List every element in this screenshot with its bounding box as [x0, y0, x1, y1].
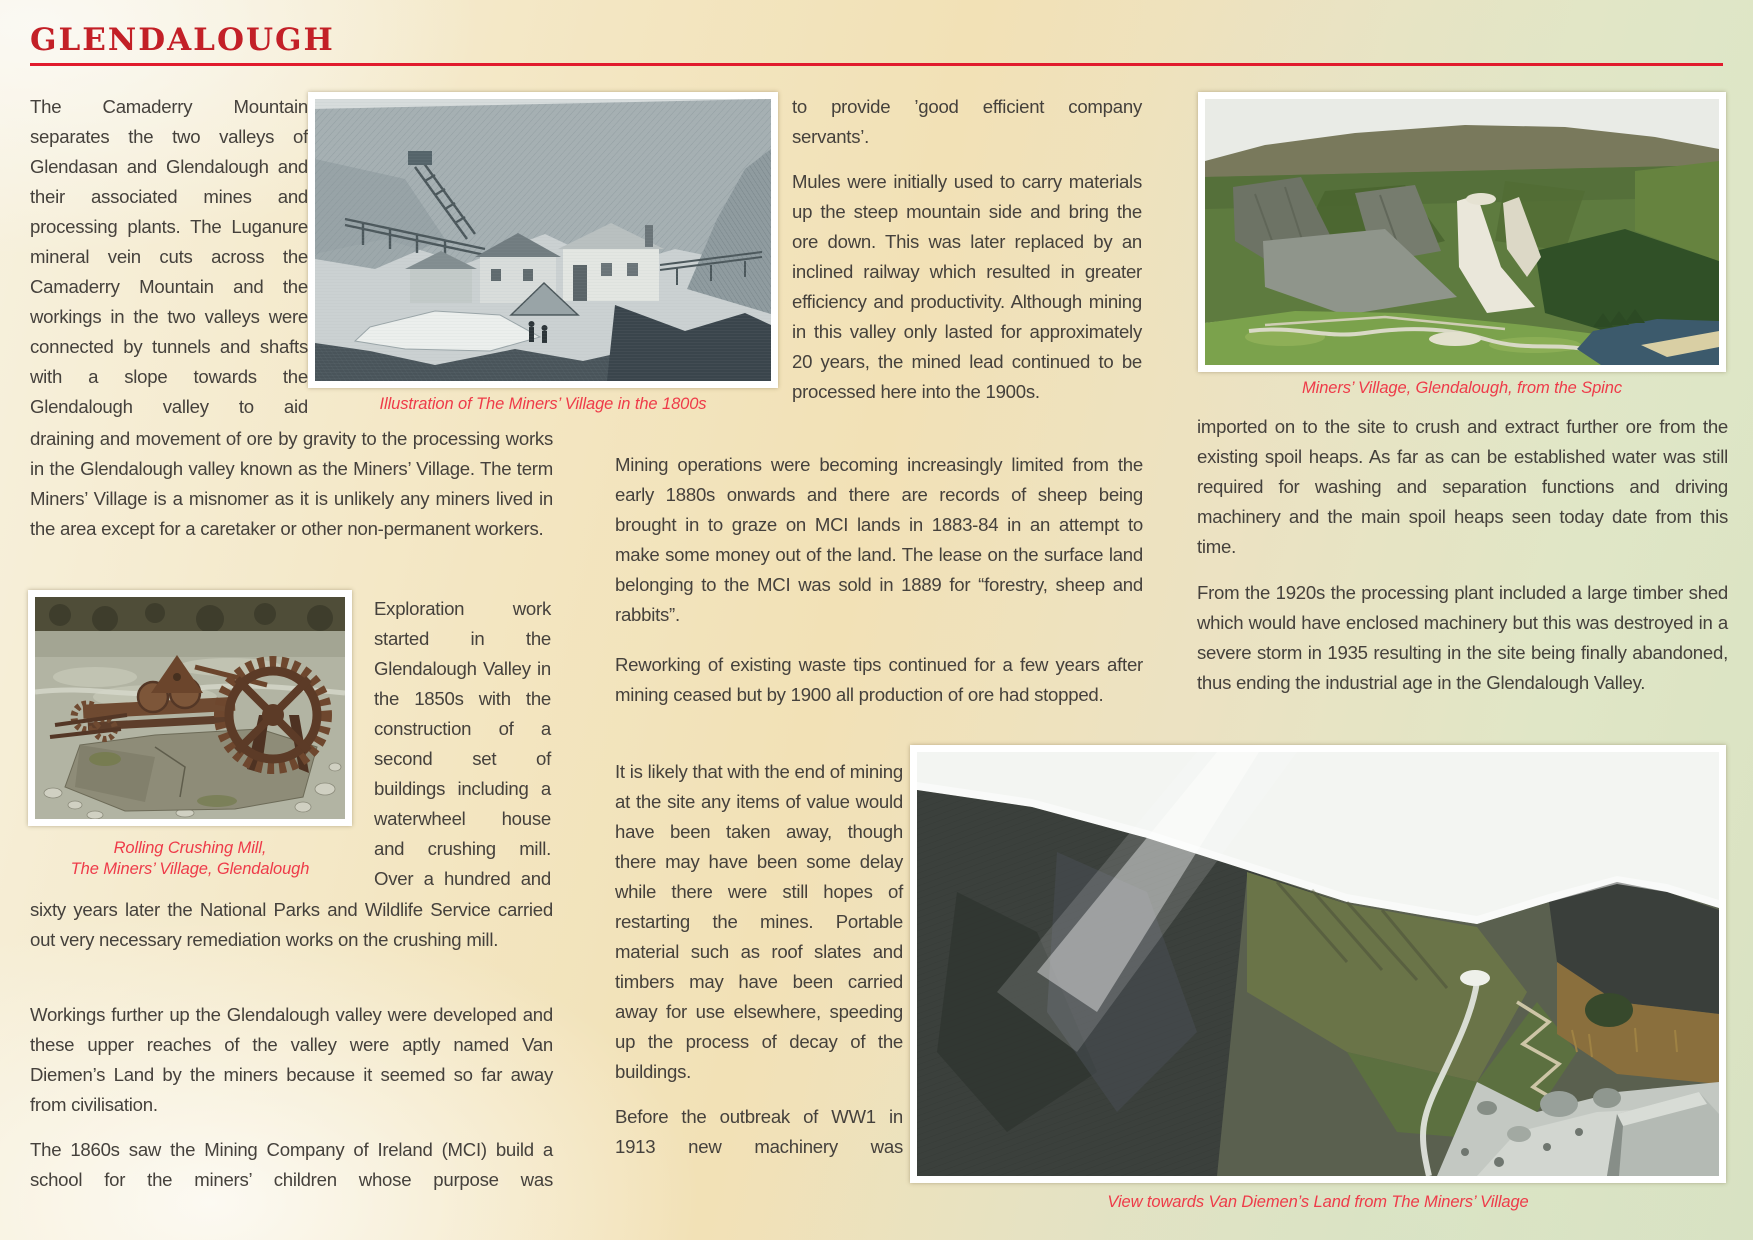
col1-paragraph-exploration	[374, 594, 551, 894]
col1-paragraph-intro-wide	[30, 424, 553, 544]
paragraph: Exploration work started in the Glendalough Valley in the 1850s with the construction of a second set of buildings including a waterwheel house and crushing mill. Over a hundred and	[374, 598, 551, 889]
spinc-view-photo-image	[1205, 99, 1719, 365]
van-diemens-photo-image	[917, 752, 1719, 1176]
paragraph: sixty years later the National Parks and Wildlife Service carried out very necessary remediation works on the crushing mill.	[30, 899, 553, 950]
crushing-mill-photo-image	[35, 597, 345, 819]
caption-line: The Miners’ Village, Glendalough	[70, 860, 310, 878]
col1-paragraph-school	[30, 1135, 553, 1195]
spinc-view-caption: Miners’ Village, Glendalough, from the Spinc	[1302, 379, 1622, 397]
paragraph: Before the outbreak of WW1 in 1913 new machinery was	[615, 1106, 903, 1157]
paragraph: Mules were initially used to carry materials up the steep mountain side and bring the ore down. This was later replaced by an inclined railway which resulted in greater efficiency and productivity. Although mining in this valley only lasted for approximately 20 years, the mined lead continued to be processed here into the 1900s.	[792, 171, 1142, 402]
page-title: GLENDALOUGH	[30, 22, 335, 58]
van-diemens-figure	[910, 745, 1726, 1183]
col2-paragraphs-middle	[615, 450, 1143, 710]
van-diemens-caption: View towards Van Diemen’s Land from The Miners’ Village	[1107, 1193, 1529, 1211]
illustration-caption: Illustration of The Miners’ Village in the 1800s	[379, 395, 707, 413]
illustration-figure	[308, 92, 778, 388]
crushing-mill-caption	[28, 838, 352, 880]
paragraph: draining and movement of ore by gravity to the processing works in the Glendalough valley known as the Miners’ Village. The term Miners’ Village is a misnomer as it is unlikely any miners lived in the area except for a caretaker or other non-permanent workers.	[30, 428, 553, 539]
paragraph: The Camaderry Mountain separates the two valleys of Glendasan and Glendalough and their associated mines and processing plants. The Luganure mineral vein cuts across the Camaderry Mountain and the workings in the two valleys were connected by tunnels and shafts with a slope towards the Glendalough valley to aid	[30, 96, 308, 417]
paragraph: Reworking of existing waste tips continued for a few years after mining ceased but by 1900 all production of ore had stopped.	[615, 654, 1143, 705]
paragraph: It is likely that with the end of mining at the site any items of value would have been taken away, though there may have been some delay while there were still hopes of restarting the mines. Portable material such as roof slates and timbers may have been carried away for use elsewhere, speeding up the process of decay of the buildings.	[615, 761, 903, 1082]
title-rule	[30, 63, 1723, 66]
col1-paragraph-remediation	[30, 895, 553, 955]
paragraph: From the 1920s the processing plant included a large timber shed which would have enclosed machinery but this was destroyed in a severe storm in 1935 resulting in the site being finally abandoned, thus ending the industrial age in the Glendalough Valley.	[1197, 582, 1728, 693]
paragraph: to provide ’good efficient company servants’.	[792, 96, 1142, 147]
spinc-view-figure	[1198, 92, 1726, 372]
col2-paragraphs-top	[792, 92, 1142, 407]
caption-line: Rolling Crushing Mill,	[113, 839, 267, 857]
col3-paragraphs	[1197, 412, 1728, 698]
crushing-mill-figure	[28, 590, 352, 826]
paragraph: The 1860s saw the Mining Company of Ireland (MCI) build a school for the miners’ children whose purpose was	[30, 1139, 553, 1190]
paragraph: imported on to the site to crush and extract further ore from the existing spoil heaps. As far as can be established water was still required for washing and separation functions and driving machinery and the main spoil heaps seen today date from this time.	[1197, 416, 1728, 557]
col1-paragraph-van-diemens	[30, 1000, 553, 1120]
col1-paragraph-intro-narrow	[30, 92, 308, 422]
paragraph: Mining operations were becoming increasingly limited from the early 1880s onwards and there are records of sheep being brought in to graze on MCI lands in 1883-84 in an attempt to make some money out of the land. The lease on the surface land belonging to the MCI was sold in 1889 for “forestry, sheep and rabbits”.	[615, 454, 1143, 625]
paragraph: Workings further up the Glendalough valley were developed and these upper reaches of the valley were aptly named Van Diemen’s Land by the miners because it seemed so far away from civilisation.	[30, 1004, 553, 1115]
col2-paragraphs-bottom	[615, 757, 903, 1162]
miners-village-engraving-image	[315, 99, 771, 381]
